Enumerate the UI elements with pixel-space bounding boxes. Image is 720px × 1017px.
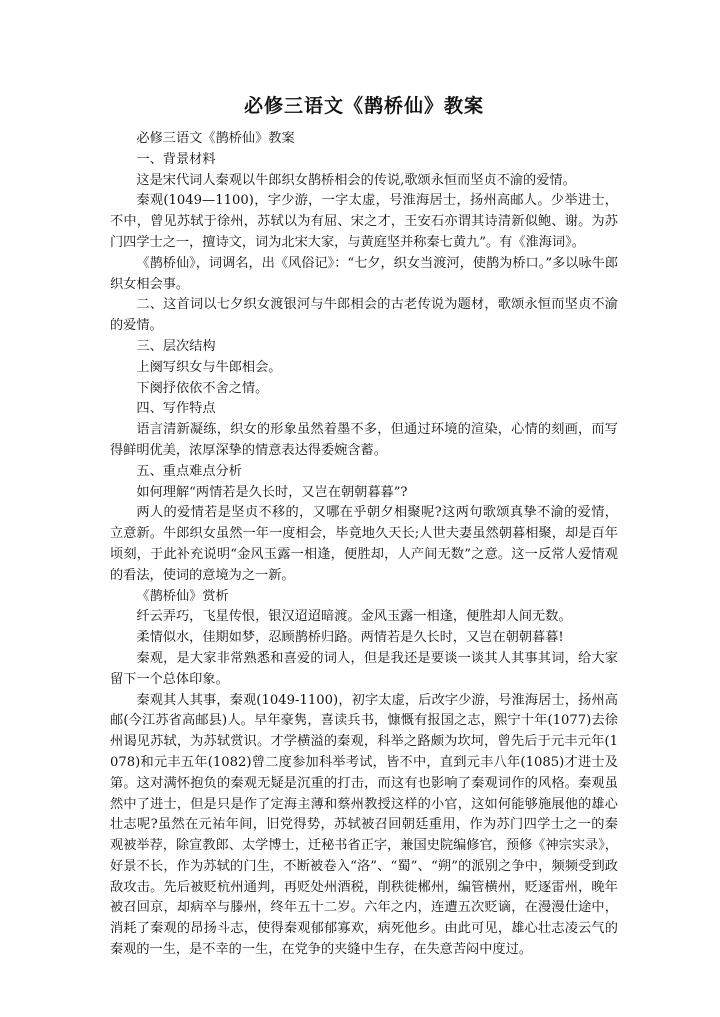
paragraph: 秦观其人其事，秦观(1049-1100)，初字太虚，后改字少游，号淮海居士，扬州高邮(今江苏省高邮县)人。早年豪隽，喜读兵书，慷慨有报国之志，熙宁十年(1077)去徐州谒见苏轼，为苏轼赏识。才学横溢的秦观，科举之路颇为坎坷，曾先后于元丰元年(1078)和元丰五年(1082)曾二度参加科举考试，皆不中，直到元丰八年(1085)才进士及第。这对满怀抱负的秦观无疑是沉重的打击，而这有也影响了秦观词作的风格。秦观虽然中了进士，但是只是作了定海主薄和蔡州教授这样的小官，这如何能够施展他的雄心壮志呢?虽然在元祐年间，旧党得势，苏轼被召回朝廷重用，作为苏门四学士之一的秦观被举荐，除宣教郎、太学博士，迁秘书省正字，兼国史院编修官，预修《神宗实录》，好景不长，作为苏轼的门生，不断被卷入“洛”、“蜀”、“朔”的派别之争中，频频受到政敌攻击。先后被贬杭州通判，再贬处州酒税，削秩徙郴州，编管横州，贬逐雷州，晚年被召回京，却病卒与滕州，终年五十二岁。六年之内，连遭五次贬谪，在漫漫仕途中，消耗了秦观的昂扬斗志，使得秦观郁郁寡欢，病死他乡。由此可见，雄心壮志凌云气的秦观的一生，是不幸的一生，在党争的夹缝中生存，在失意苦闷中度过。 — [110, 692, 618, 958]
document-page — [110, 94, 618, 961]
paragraph: 上阕写织女与牛郎相会。 — [136, 359, 282, 375]
document-body — [110, 129, 618, 961]
document-title: 必修三语文《鹊桥仙》教案 — [243, 95, 484, 117]
paragraph: 两人的爱情若是坚贞不移的，又哪在乎朝夕相聚呢?这两句歌颂真挚不渝的爱情，立意新。牛郎织女虽然一年一度相会，毕竟地久天长;人世夫妻虽然朝暮相聚，却是百年顷刻，于此补充说明“金风玉露一相逢，便胜却，人产间无数”之意。这一反常人爱情观的看法，使词的意境为之一新。 — [110, 505, 618, 583]
paragraph: 柔情似水，佳期如梦，忍顾鹊桥归路。两情若是久长时，又岂在朝朝暮暮! — [136, 630, 564, 646]
paragraph: 四、写作特点 — [136, 401, 216, 417]
paragraph: 秦观，是大家非常熟悉和喜爱的词人，但是我还是要谈一谈其人其事其词，给大家留下一个总体印象。 — [110, 650, 618, 687]
paragraph: 如何理解“两情若是久长时，又岂在朝朝暮暮”? — [136, 484, 408, 500]
paragraph: 必修三语文《鹊桥仙》教案 — [136, 131, 295, 146]
paragraph: 下阕抒依依不舍之情。 — [136, 380, 269, 396]
paragraph: 秦观(1049—1100)，字少游，一字太虚，号淮海居士，扬州高邮人。少举进士，不中，曾见苏轼于徐州，苏轼以为有屈、宋之才，王安石亦谓其诗清新似鲍、谢。为苏门四学士之一，擅诗文，词为北宋大家，与黄庭坚并称秦七黄九”。有《淮海词》。 — [110, 193, 618, 250]
paragraph: 语言清新凝练，织女的形象虽然着墨不多，但通过环境的渲染，心情的刻画，而写得鲜明优美，浓厚深挚的情意表达得委婉含蓄。 — [110, 422, 618, 458]
paragraph: 一、背景材料 — [136, 151, 216, 167]
paragraph: 三、层次结构 — [136, 338, 216, 354]
paragraph: 《鹊桥仙》赏析 — [136, 588, 229, 604]
paragraph: 二、这首词以七夕织女渡银河与牛郎相会的古老传说为题材，歌颂永恒而坚贞不渝的爱情。 — [110, 297, 618, 334]
paragraph: 这是宋代词人秦观以牛郎织女鹊桥相会的传说,歌颂永恒而坚贞不渝的爱情。 — [136, 172, 576, 188]
paragraph: 纤云弄巧，飞星传恨，银汉迢迢暗渡。金风玉露一相逢，便胜却人间无数。 — [136, 609, 572, 625]
paragraph: 五、重点难点分析 — [136, 463, 242, 479]
paragraph: 《鹊桥仙》，词调名，出《风俗记》：“七夕，织女当渡河，使鹊为桥口。”多以咏牛郎织女相会事。 — [110, 255, 619, 292]
